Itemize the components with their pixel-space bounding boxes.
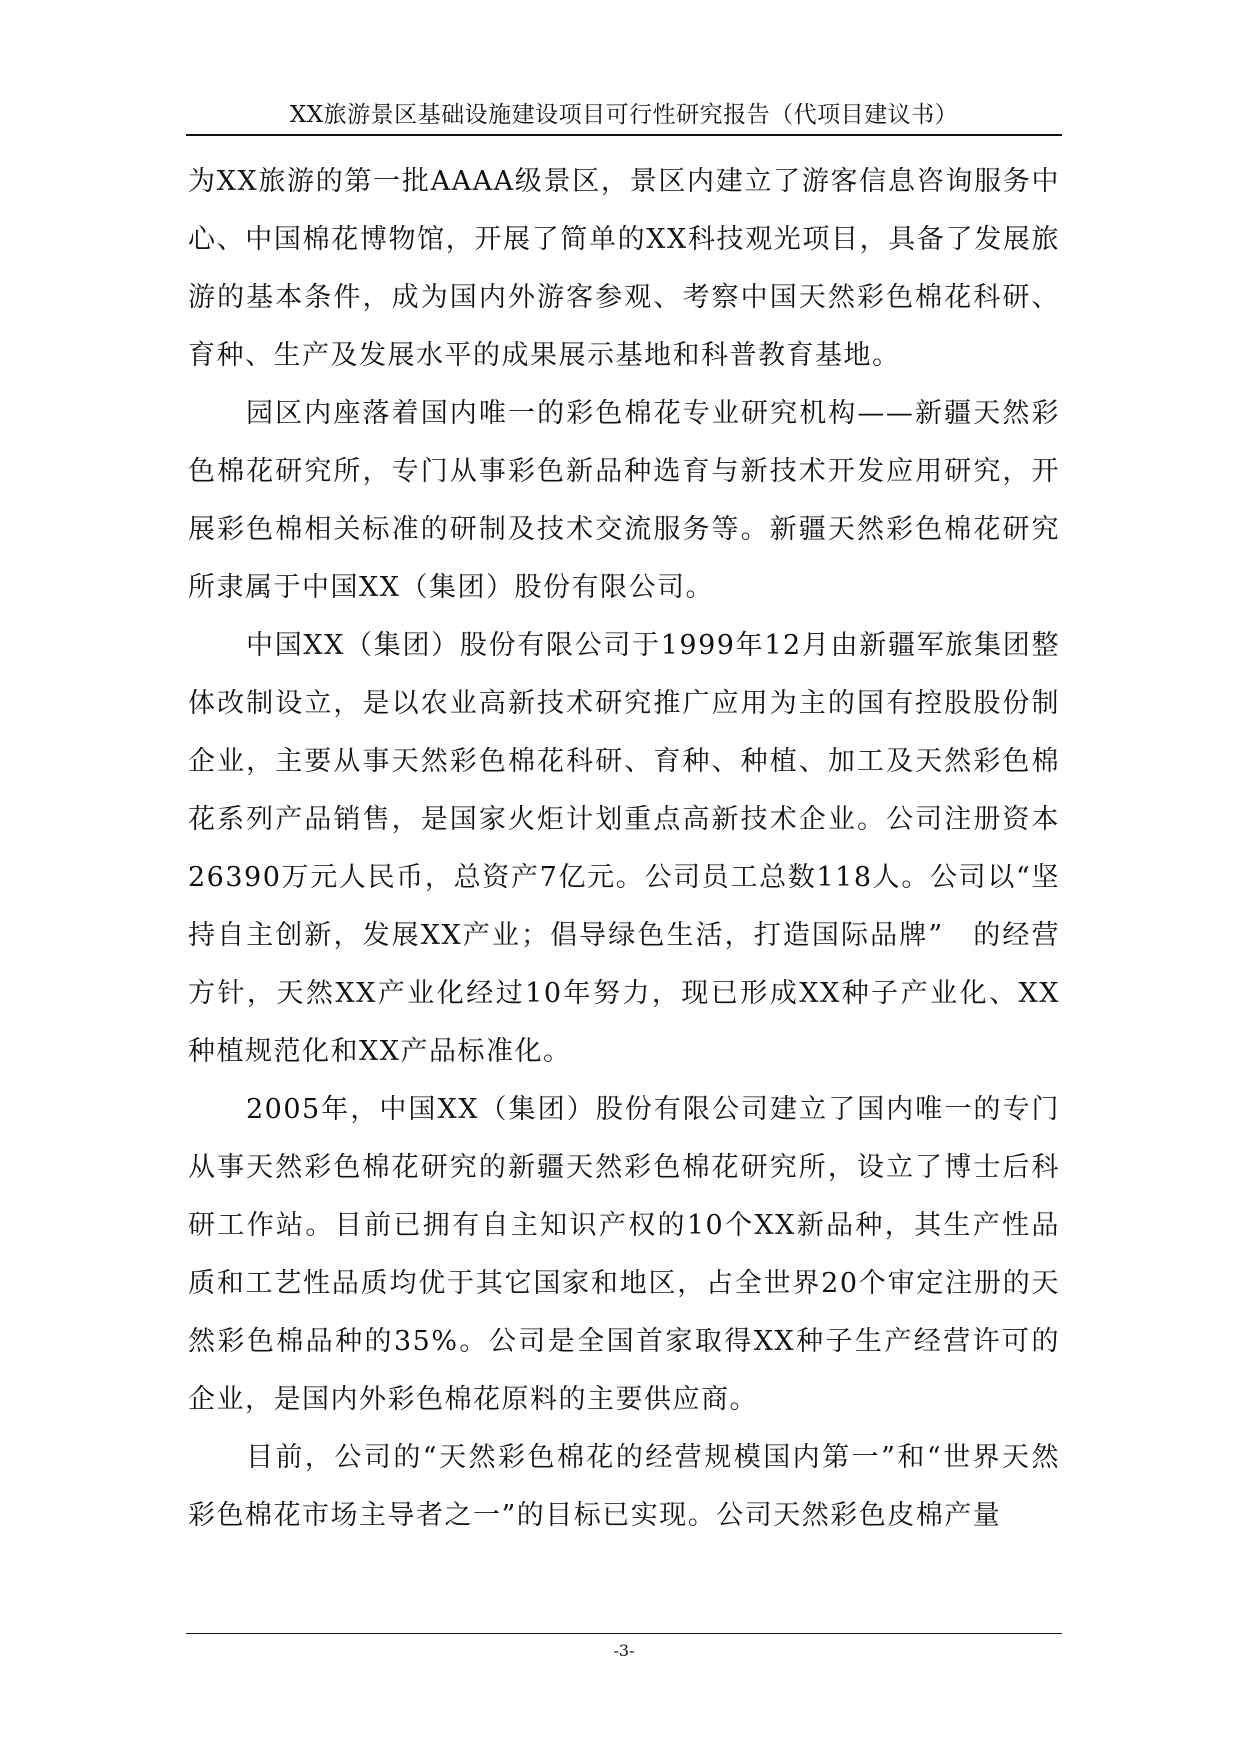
page-number: -3- [613, 1641, 635, 1660]
paragraph-research-achievements: 2005年，中国XX（集团）股份有限公司建立了国内唯一的专门从事天然彩色棉花研究的新疆天然彩色棉花研究所，设立了博士后科研工作站。目前已拥有自主知识产权的10个XX新品种，其生产性品质和工艺性品质均优于其它国家和地区，占全世界20个审定注册的天然彩色棉品种的35%。公司是全国首家取得XX种子生产经营许可的企业，是国内外彩色棉花原料的主要供应商。 [188, 1094, 1060, 1415]
header-divider [186, 134, 1062, 136]
document-body [188, 153, 1060, 1545]
paragraph-research-institute: 园区内座落着国内唯一的彩色棉花专业研究机构——新疆天然彩色棉花研究所，专门从事彩色新品种选育与新技术开发应用研究，开展彩色棉相关标准的研制及技术交流服务等。新疆天然彩色棉花研究所隶属于中国XX（集团）股份有限公司。 [188, 398, 1060, 603]
paragraph-continued: 为XX旅游的第一批AAAA级景区，景区内建立了游客信息咨询服务中心、中国棉花博物馆，开展了简单的XX科技观光项目，具备了发展旅游的基本条件，成为国内外游客参观、考察中国天然彩色棉花科研、育种、生产及发展水平的成果展示基地和科普教育基地。 [188, 166, 1060, 371]
paragraph-market-goals: 目前，公司的“天然彩色棉花的经营规模国内第一”和“世界天然彩色棉花市场主导者之一”的目标已实现。公司天然彩色皮棉产量 [188, 1442, 1060, 1531]
paragraph-company-profile: 中国XX（集团）股份有限公司于1999年12月由新疆军旅集团整体改制设立，是以农业高新技术研究推广应用为主的国有控股股份制企业，主要从事天然彩色棉花科研、育种、种植、加工及天然彩色棉花系列产品销售，是国家火炬计划重点高新技术企业。公司注册资本26390万元人民币，总资产7亿元。公司员工总数118人。公司以“坚持自主创新，发展XX产业；倡导绿色生活，打造国际品牌” 的经营方针，天然XX产业化经过10年努力，现已形成XX种子产业化、XX种植规范化和XX产品标准化。 [188, 630, 1060, 1067]
running-header-title: XX旅游景区基础设施建设项目可行性研究报告（代项目建议书） [289, 102, 959, 128]
footer-divider [186, 1633, 1062, 1634]
